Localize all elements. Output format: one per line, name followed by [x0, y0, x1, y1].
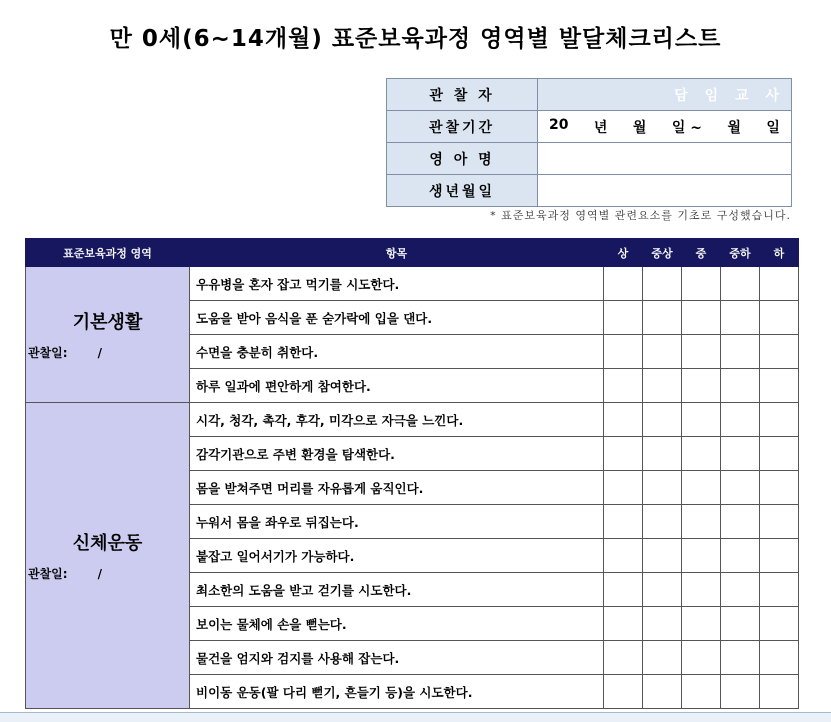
area-cell-physical-movement: [26, 403, 190, 709]
period-month-end: 월: [727, 119, 741, 136]
check-cell[interactable]: [760, 675, 799, 709]
checklist-item: 감각기관으로 주변 환경을 탐색한다.: [190, 437, 604, 471]
checklist-item: 비이동 운동(팔 다리 뻗기, 흔들기 등)을 시도한다.: [190, 675, 604, 709]
check-cell[interactable]: [721, 539, 760, 573]
checklist-table: [25, 238, 799, 709]
check-cell[interactable]: [604, 369, 643, 403]
check-cell[interactable]: [682, 607, 721, 641]
check-cell[interactable]: [643, 573, 682, 607]
check-cell[interactable]: [760, 403, 799, 437]
period-day-end: 일: [766, 119, 780, 136]
header-level-mid: 중: [682, 239, 721, 267]
birth-date-field[interactable]: [538, 175, 792, 207]
check-cell[interactable]: [760, 505, 799, 539]
checklist-item: 도움을 받아 음식을 푼 숟가락에 입을 댄다.: [190, 301, 604, 335]
check-cell[interactable]: [604, 505, 643, 539]
check-cell[interactable]: [604, 437, 643, 471]
check-cell[interactable]: [760, 369, 799, 403]
check-cell[interactable]: [721, 641, 760, 675]
header-level-upper-mid: 중상: [643, 239, 682, 267]
check-cell[interactable]: [760, 301, 799, 335]
check-cell[interactable]: [604, 641, 643, 675]
check-cell[interactable]: [721, 267, 760, 301]
checklist-item: 하루 일과에 편안하게 참여한다.: [190, 369, 604, 403]
birth-date-label: 생년월일: [387, 175, 538, 207]
check-cell[interactable]: [682, 301, 721, 335]
check-cell[interactable]: [643, 301, 682, 335]
check-cell[interactable]: [682, 403, 721, 437]
area-name: 신체운동: [72, 533, 143, 554]
header-level-lower-mid: 중하: [721, 239, 760, 267]
checklist-item: 시각, 청각, 촉각, 후각, 미각으로 자극을 느낀다.: [190, 403, 604, 437]
check-cell[interactable]: [643, 471, 682, 505]
checklist-header-row: [26, 239, 799, 267]
table-row: [26, 403, 799, 437]
check-cell[interactable]: [721, 301, 760, 335]
checklist-item: 보이는 물체에 손을 뻗는다.: [190, 607, 604, 641]
checklist-item: 수면을 충분히 취한다.: [190, 335, 604, 369]
check-cell[interactable]: [643, 607, 682, 641]
check-cell[interactable]: [643, 335, 682, 369]
check-cell[interactable]: [721, 573, 760, 607]
check-cell[interactable]: [643, 403, 682, 437]
period-year: 20: [549, 116, 569, 133]
check-cell[interactable]: [604, 539, 643, 573]
check-cell[interactable]: [760, 641, 799, 675]
observation-date[interactable]: [26, 344, 189, 361]
header-level-high: 상: [604, 239, 643, 267]
check-cell[interactable]: [604, 301, 643, 335]
observation-date-label: 관찰일:: [28, 346, 68, 360]
checklist-item: 우유병을 혼자 잡고 먹기를 시도한다.: [190, 267, 604, 301]
observation-date-label: 관찰일:: [28, 567, 68, 581]
observation-info-table: [386, 78, 792, 207]
check-cell[interactable]: [721, 505, 760, 539]
checklist-item: 최소한의 도움을 받고 걷기를 시도한다.: [190, 573, 604, 607]
check-cell[interactable]: [760, 573, 799, 607]
check-cell[interactable]: [604, 471, 643, 505]
period-day-start: 일 ~: [671, 119, 702, 136]
check-cell[interactable]: [721, 403, 760, 437]
check-cell[interactable]: [721, 369, 760, 403]
check-cell[interactable]: [682, 267, 721, 301]
check-cell[interactable]: [604, 267, 643, 301]
observation-date-separator: /: [97, 567, 102, 581]
check-cell[interactable]: [643, 505, 682, 539]
check-cell[interactable]: [604, 607, 643, 641]
area-cell-basic-life: [26, 267, 190, 403]
observation-date[interactable]: [26, 565, 189, 582]
child-name-field[interactable]: [538, 143, 792, 175]
header-level-low: 하: [760, 239, 799, 267]
observation-date-separator: /: [97, 346, 102, 360]
check-cell[interactable]: [604, 403, 643, 437]
check-cell[interactable]: [682, 471, 721, 505]
check-cell[interactable]: [604, 675, 643, 709]
check-cell[interactable]: [760, 437, 799, 471]
check-cell[interactable]: [682, 369, 721, 403]
header-item: 항목: [190, 239, 604, 267]
check-cell[interactable]: [682, 641, 721, 675]
period-month-start: 월: [632, 119, 647, 136]
observer-value[interactable]: 담 임 교 사: [538, 79, 792, 111]
area-name: 기본생활: [72, 312, 143, 333]
checklist-item: 누워서 몸을 좌우로 뒤집는다.: [190, 505, 604, 539]
check-cell[interactable]: [643, 437, 682, 471]
checklist-item: 몸을 받쳐주면 머리를 자유롭게 움직인다.: [190, 471, 604, 505]
check-cell[interactable]: [643, 675, 682, 709]
check-cell[interactable]: [760, 607, 799, 641]
check-cell[interactable]: [682, 573, 721, 607]
check-cell[interactable]: [721, 607, 760, 641]
page-title: 만 0세(6~14개월) 표준보육과정 영역별 발달체크리스트: [109, 26, 722, 52]
check-cell[interactable]: [721, 471, 760, 505]
check-cell[interactable]: [643, 641, 682, 675]
check-cell[interactable]: [760, 335, 799, 369]
child-name-label: 영 아 명: [387, 143, 538, 175]
check-cell[interactable]: [760, 539, 799, 573]
check-cell[interactable]: [643, 369, 682, 403]
period-year-unit: 년: [593, 119, 608, 136]
note-text: * 표준보육과정 영역별 관련요소를 기초로 구성했습니다.: [490, 209, 791, 222]
checklist-item: 붙잡고 일어서기가 가능하다.: [190, 539, 604, 573]
check-cell[interactable]: [682, 437, 721, 471]
period-field[interactable]: [538, 111, 792, 143]
table-row: [26, 267, 799, 301]
checklist-item: 물건을 엄지와 검지를 사용해 잡는다.: [190, 641, 604, 675]
observer-label: 관 찰 자: [387, 79, 538, 111]
period-label: 관찰기간: [387, 111, 538, 143]
check-cell[interactable]: [682, 335, 721, 369]
check-cell[interactable]: [643, 267, 682, 301]
check-cell[interactable]: [682, 675, 721, 709]
header-area: 표준보육과정 영역: [26, 239, 190, 267]
check-cell[interactable]: [760, 267, 799, 301]
check-cell[interactable]: [643, 539, 682, 573]
check-cell[interactable]: [721, 335, 760, 369]
check-cell[interactable]: [604, 573, 643, 607]
check-cell[interactable]: [682, 505, 721, 539]
check-cell[interactable]: [721, 437, 760, 471]
check-cell[interactable]: [604, 335, 643, 369]
check-cell[interactable]: [682, 539, 721, 573]
check-cell[interactable]: [760, 471, 799, 505]
check-cell[interactable]: [721, 675, 760, 709]
